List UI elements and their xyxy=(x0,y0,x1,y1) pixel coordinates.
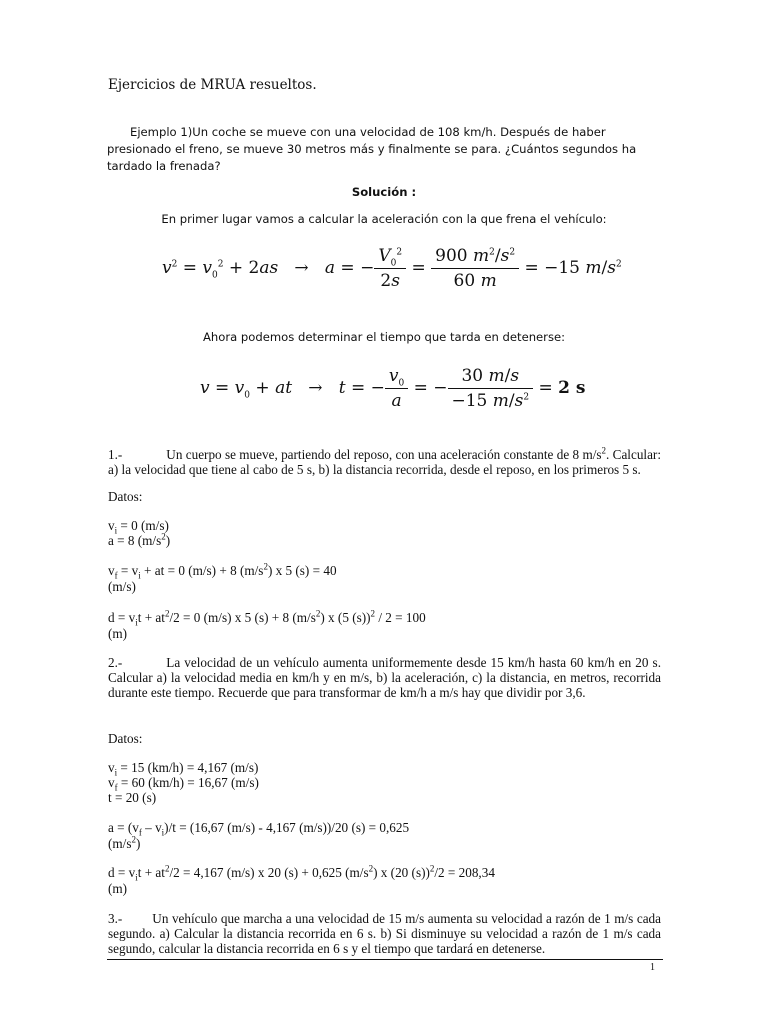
time-equation: $v = v_0$ + at → t = − $\frac{v_0}{a}$ = − $\frac{30 m/s}{-15 m/s^2}$ = 2 s xyxy=(200,366,586,411)
problem1-statement: 1.- Un cuerpo se mueve, partiendo del reposo, con una aceleración constante de 8 $m/s^2$. Calcular: a) la velocidad que tiene al cabo de 5 s, b) la distancia recorrida, desde el reposo, en los primeros 5 s. xyxy=(108,445,661,477)
document-title: Ejercicios de MRUA resueltos. xyxy=(108,77,317,93)
problem2-t: t = 20 (s) xyxy=(108,790,157,805)
problem2-vi: $v_i = 15$ (km/h) = 4,167 (m/s) xyxy=(108,760,259,778)
problem1-vf: $v_f = v_i$ + at = 0 (m/s) + 8 $(m/s^2)$ x 5 (s) = 40 xyxy=(108,561,337,581)
example1-statement: Ejemplo 1)Un coche se mueve con una velocidad de 108 km/h. Después de haber presionado el freno, se mueve 30 metros más y finalmente se para. ¿Cuántos segundos ha tardado la frenada? xyxy=(107,125,637,173)
problem1-vi: $v_i = 0$ (m/s) xyxy=(108,518,169,536)
problem2-a-unit: $(m/s^2)$ xyxy=(108,834,141,851)
acceleration-equation: $v^2 = v_0^2 + 2as \to a$ = − $\frac{V_0^2}{2s}$ = $\frac{900 m^2/s^2}{60 m}$ = −15 $m/s^2$ xyxy=(162,246,622,291)
problem2-d: $d = v_it + at^2/2 = 4,167$ (m/s) x 20 (s) + 0,625 $(m/s^2)$ x (20 (s))$^2$/2 = 208,34 xyxy=(108,863,495,883)
acceleration-intro: En primer lugar vamos a calcular la aceleración con la que frena el vehículo: xyxy=(161,212,607,226)
problem2-statement: 2.- La velocidad de un vehículo aumenta uniformemente desde 15 km/h hasta 60 km/h en 20 s. Calcular a) la velocidad media en km/h y en m/s, b) la aceleración, c) la distancia, en metros, recorrida durante este tiempo. Recuerde que para transformar de km/h a m/s hay que dividir por 3,6. xyxy=(108,655,661,700)
problem3-statement: 3.- Un vehículo que marcha a una velocidad de 15 m/s aumenta su velocidad a razón de 1 m/s cada segundo. a) Calcular la distancia recorrida en 6 s. b) Si disminuye su velocidad a razón de 1 m/s cada segundo, calcular la distancia recorrida en 6 s y el tiempo que tardará en detenerse. xyxy=(108,911,661,956)
problem2-a: $a = (v_f - v_i)/t = (16,67$ (m/s) - 4,167 (m/s))/20 (s) = 0,625 xyxy=(108,820,410,838)
problem1-datos: Datos: xyxy=(108,489,143,504)
problem1-vf-unit: (m/s) xyxy=(108,579,136,594)
footer-divider xyxy=(107,959,663,960)
page-number: 1 xyxy=(650,962,655,973)
problem2-d-unit: (m) xyxy=(108,881,128,896)
solution-heading: Solución : xyxy=(351,185,417,199)
problem2-datos: Datos: xyxy=(108,731,143,746)
problem1-a: a = 8 $(m/s^2)$ xyxy=(108,531,171,548)
problem1-d: $d = v_it + at^2/2 = 0$ (m/s) x 5 (s) + 8 $(m/s^2)$ x (5 (s))$^2$ / 2 = 100 xyxy=(108,608,426,628)
problem1-d-unit: (m) xyxy=(108,626,128,641)
problem2-vf: $v_f = 60$ (km/h) = 16,67 (m/s) xyxy=(108,775,259,793)
time-intro: Ahora podemos determinar el tiempo que tarda en detenerse: xyxy=(202,330,566,344)
